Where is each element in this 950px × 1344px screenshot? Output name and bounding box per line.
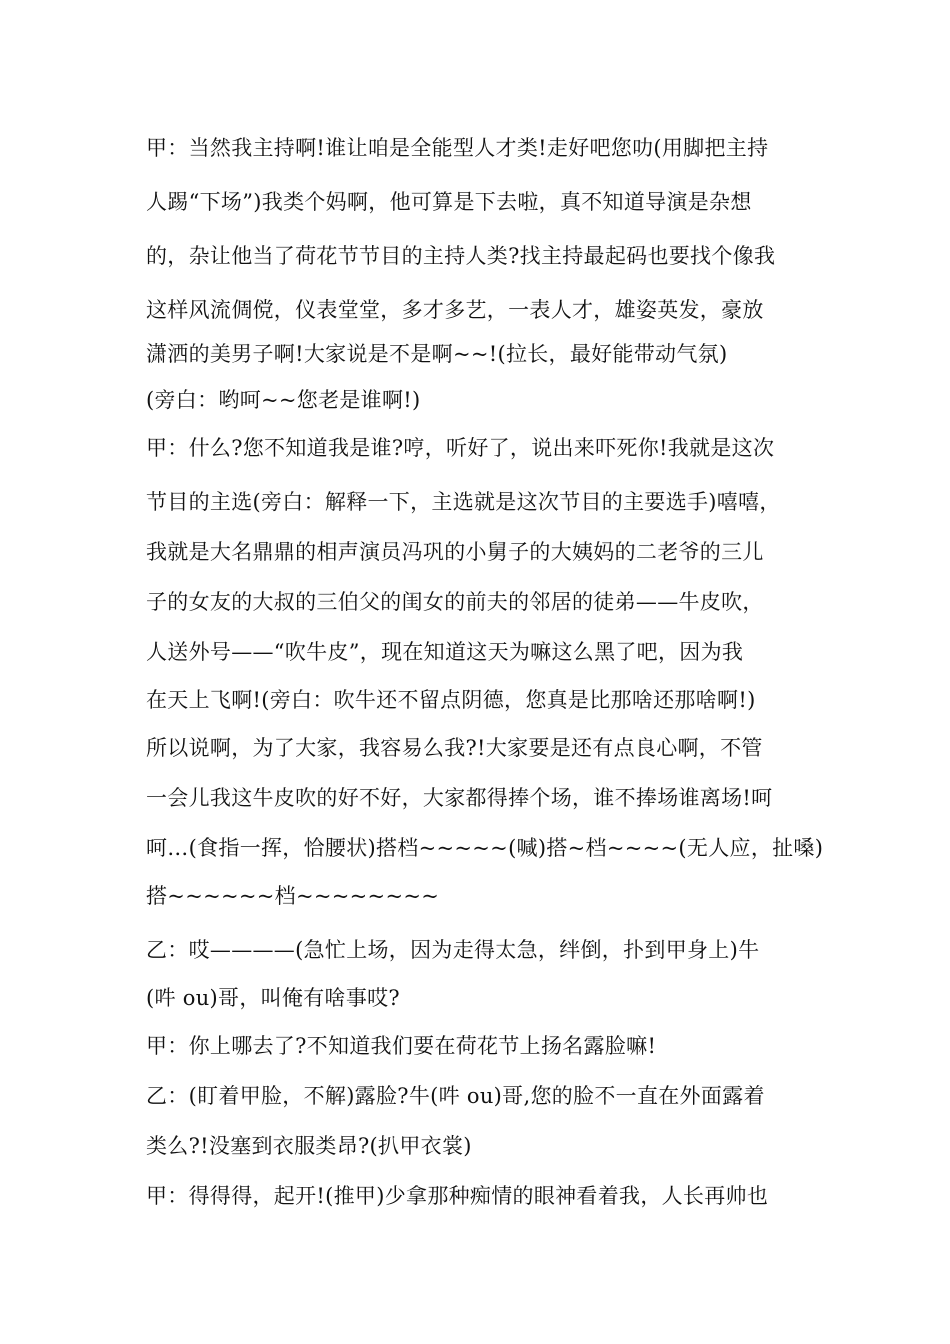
text-line: (旁白：哟呵~~您老是谁啊!)	[146, 388, 421, 412]
text-line: 我就是大名鼎鼎的相声演员冯巩的小舅子的大姨妈的二老爷的三儿	[146, 540, 764, 564]
text-line: 节目的主选(旁白：解释一下，主选就是这次节目的主要选手)嘻嘻，	[146, 490, 781, 514]
text-line: 所以说啊，为了大家，我容易么我?!大家要是还有点良心啊，不管	[146, 736, 763, 760]
text-line: 类么?!没塞到衣服类昂?(扒甲衣裳)	[146, 1134, 472, 1158]
text-line: 这样风流倜傥，仪表堂堂，多才多艺，一表人才，雄姿英发，豪放	[146, 298, 764, 322]
text-line: 人踢“下场”)我类个妈啊，他可算是下去啦，真不知道导演是杂想	[146, 190, 752, 214]
text-line: 搭~~~~~~档~~~~~~~~	[146, 884, 440, 908]
text-line: 人送外号——“吹牛皮”，现在知道这天为嘛这么黑了吧，因为我	[146, 640, 744, 664]
text-line: 甲：你上哪去了?不知道我们要在荷花节上扬名露脸嘛!	[146, 1034, 657, 1058]
text-line: 呵…(食指一挥，恰腰状)搭档~~~~~(喊)搭~档~~~~(无人应，扯嗓)	[146, 836, 824, 860]
text-line: 潇洒的美男子啊!大家说是不是啊~~!(拉长，最好能带动气氛)	[146, 342, 728, 366]
text-line: (吽 ou)哥，叫俺有啥事哎?	[146, 986, 400, 1010]
text-line: 在天上飞啊!(旁白：吹牛还不留点阴德，您真是比那啥还那啥啊!)	[146, 688, 756, 712]
text-line: 一会儿我这牛皮吹的好不好，大家都得捧个场，谁不捧场谁离场!呵	[146, 786, 773, 810]
text-line: 甲：得得得，起开!(推甲)少拿那种痴情的眼神看着我，人长再帅也	[146, 1184, 769, 1208]
text-line: 乙：(盯着甲脸，不解)露脸?牛(吽 ou)哥,您的脸不一直在外面露着	[146, 1084, 765, 1108]
text-line: 子的女友的大叔的三伯父的闺女的前夫的邻居的徒弟——牛皮吹，	[146, 590, 764, 614]
text-line: 甲：什么?您不知道我是谁?哼，听好了，说出来吓死你!我就是这次	[146, 436, 775, 460]
text-line: 甲：当然我主持啊!谁让咱是全能型人才类!走好吧您叻(用脚把主持	[146, 136, 769, 160]
text-line: 的，杂让他当了荷花节节目的主持人类?找主持最起码也要找个像我	[146, 244, 776, 268]
text-line: 乙：哎————(急忙上场，因为走得太急，绊倒，扑到甲身上)牛	[146, 938, 760, 962]
